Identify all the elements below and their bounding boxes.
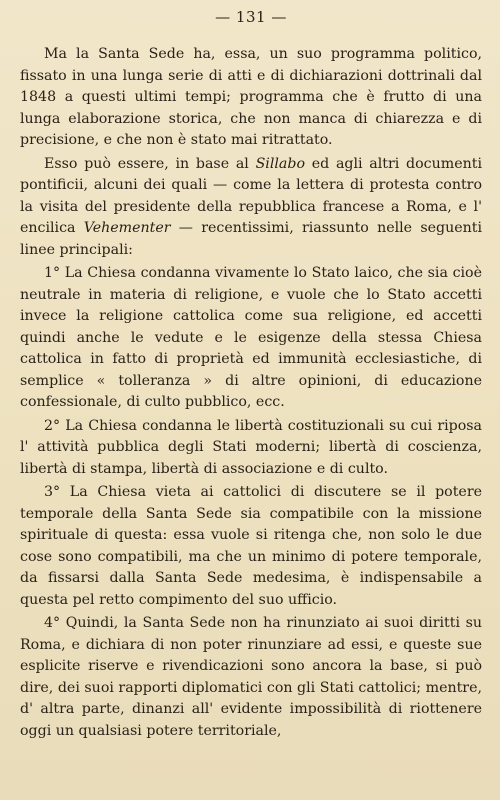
point-one-paragraph: 1° La Chiesa condanna vivamente lo Stato laico, che sia cioè neutrale in materia di religione, e vuole che lo Stato accetti invece la religione cattolica come sua religione, ed accetti quindi anche le vedute e le esigenze della stessa Chiesa cattolica in fatto di proprietà ed immunità ecclesiastiche, di semplice « tolleranza » di altre opinioni, di educazione confessionale, di culto pubblico, ecc.: [20, 265, 482, 410]
summary-end-text: — recentissimi, riassunto nelle seguenti linee principali:: [20, 220, 483, 258]
point-three-paragraph: 3° La Chiesa vieta ai cattolici di discutere se il potere temporale della Santa Sede sia compatibile con la missione spirituale di questa: essa vuole si ritenga che, non solo le due cose sono compatibili, ma che un minimo di potere temporale, da fissarsi dalla Santa Sede medesima, è indispensabile a questa pel retto compimento del suo ufficio.: [20, 484, 482, 608]
summary-middle-text: ed agli altri documenti pontificii, alcuni dei quali — come la lettera di protesta contro la visita del presidente della repubblica francese a Roma, e l' encilica: [20, 155, 482, 236]
vehementer-title: Vehementer: [83, 220, 171, 236]
point-two-paragraph: 2° La Chiesa condanna le libertà costituzionali su cui riposa l' attività pubblica degli Stati moderni; libertà di coscienza, libertà di stampa, libertà di associazione e di culto.: [20, 417, 482, 477]
sillabo-title: Sillabo: [255, 155, 305, 172]
summary-intro-text: Esso può essere, in base al: [44, 155, 256, 172]
paragraph-program: Ma la Santa Sede ha, essa, un suo programma politico, fissato in una lunga serie di atti e di dichiarazioni dottrinali dal 1848 a questi ultimi tempi; programma che è frutto di una lunga elaborazione storica, che non manca di chiarezza e di precisione, e che non è stato mai ritrattato.: [20, 46, 482, 148]
point-four-paragraph: 4° Quindi, la Santa Sede non ha rinunziato ai suoi diritti su Roma, e dichiara di non poter rinunziare ad essi, e queste sue esplicite riserve e rivendicazioni sono ancora la base, si può dire, dei suoi rapporti diplomatici con gli Stati cattolici; mentre, d' altra parte, dinanzi all' evidente impossibilità di riottenere oggi un qualsiasi potere territoriale,: [20, 615, 482, 739]
paragraph-summary: [20, 154, 482, 262]
page-number: — 131 —: [215, 8, 287, 26]
